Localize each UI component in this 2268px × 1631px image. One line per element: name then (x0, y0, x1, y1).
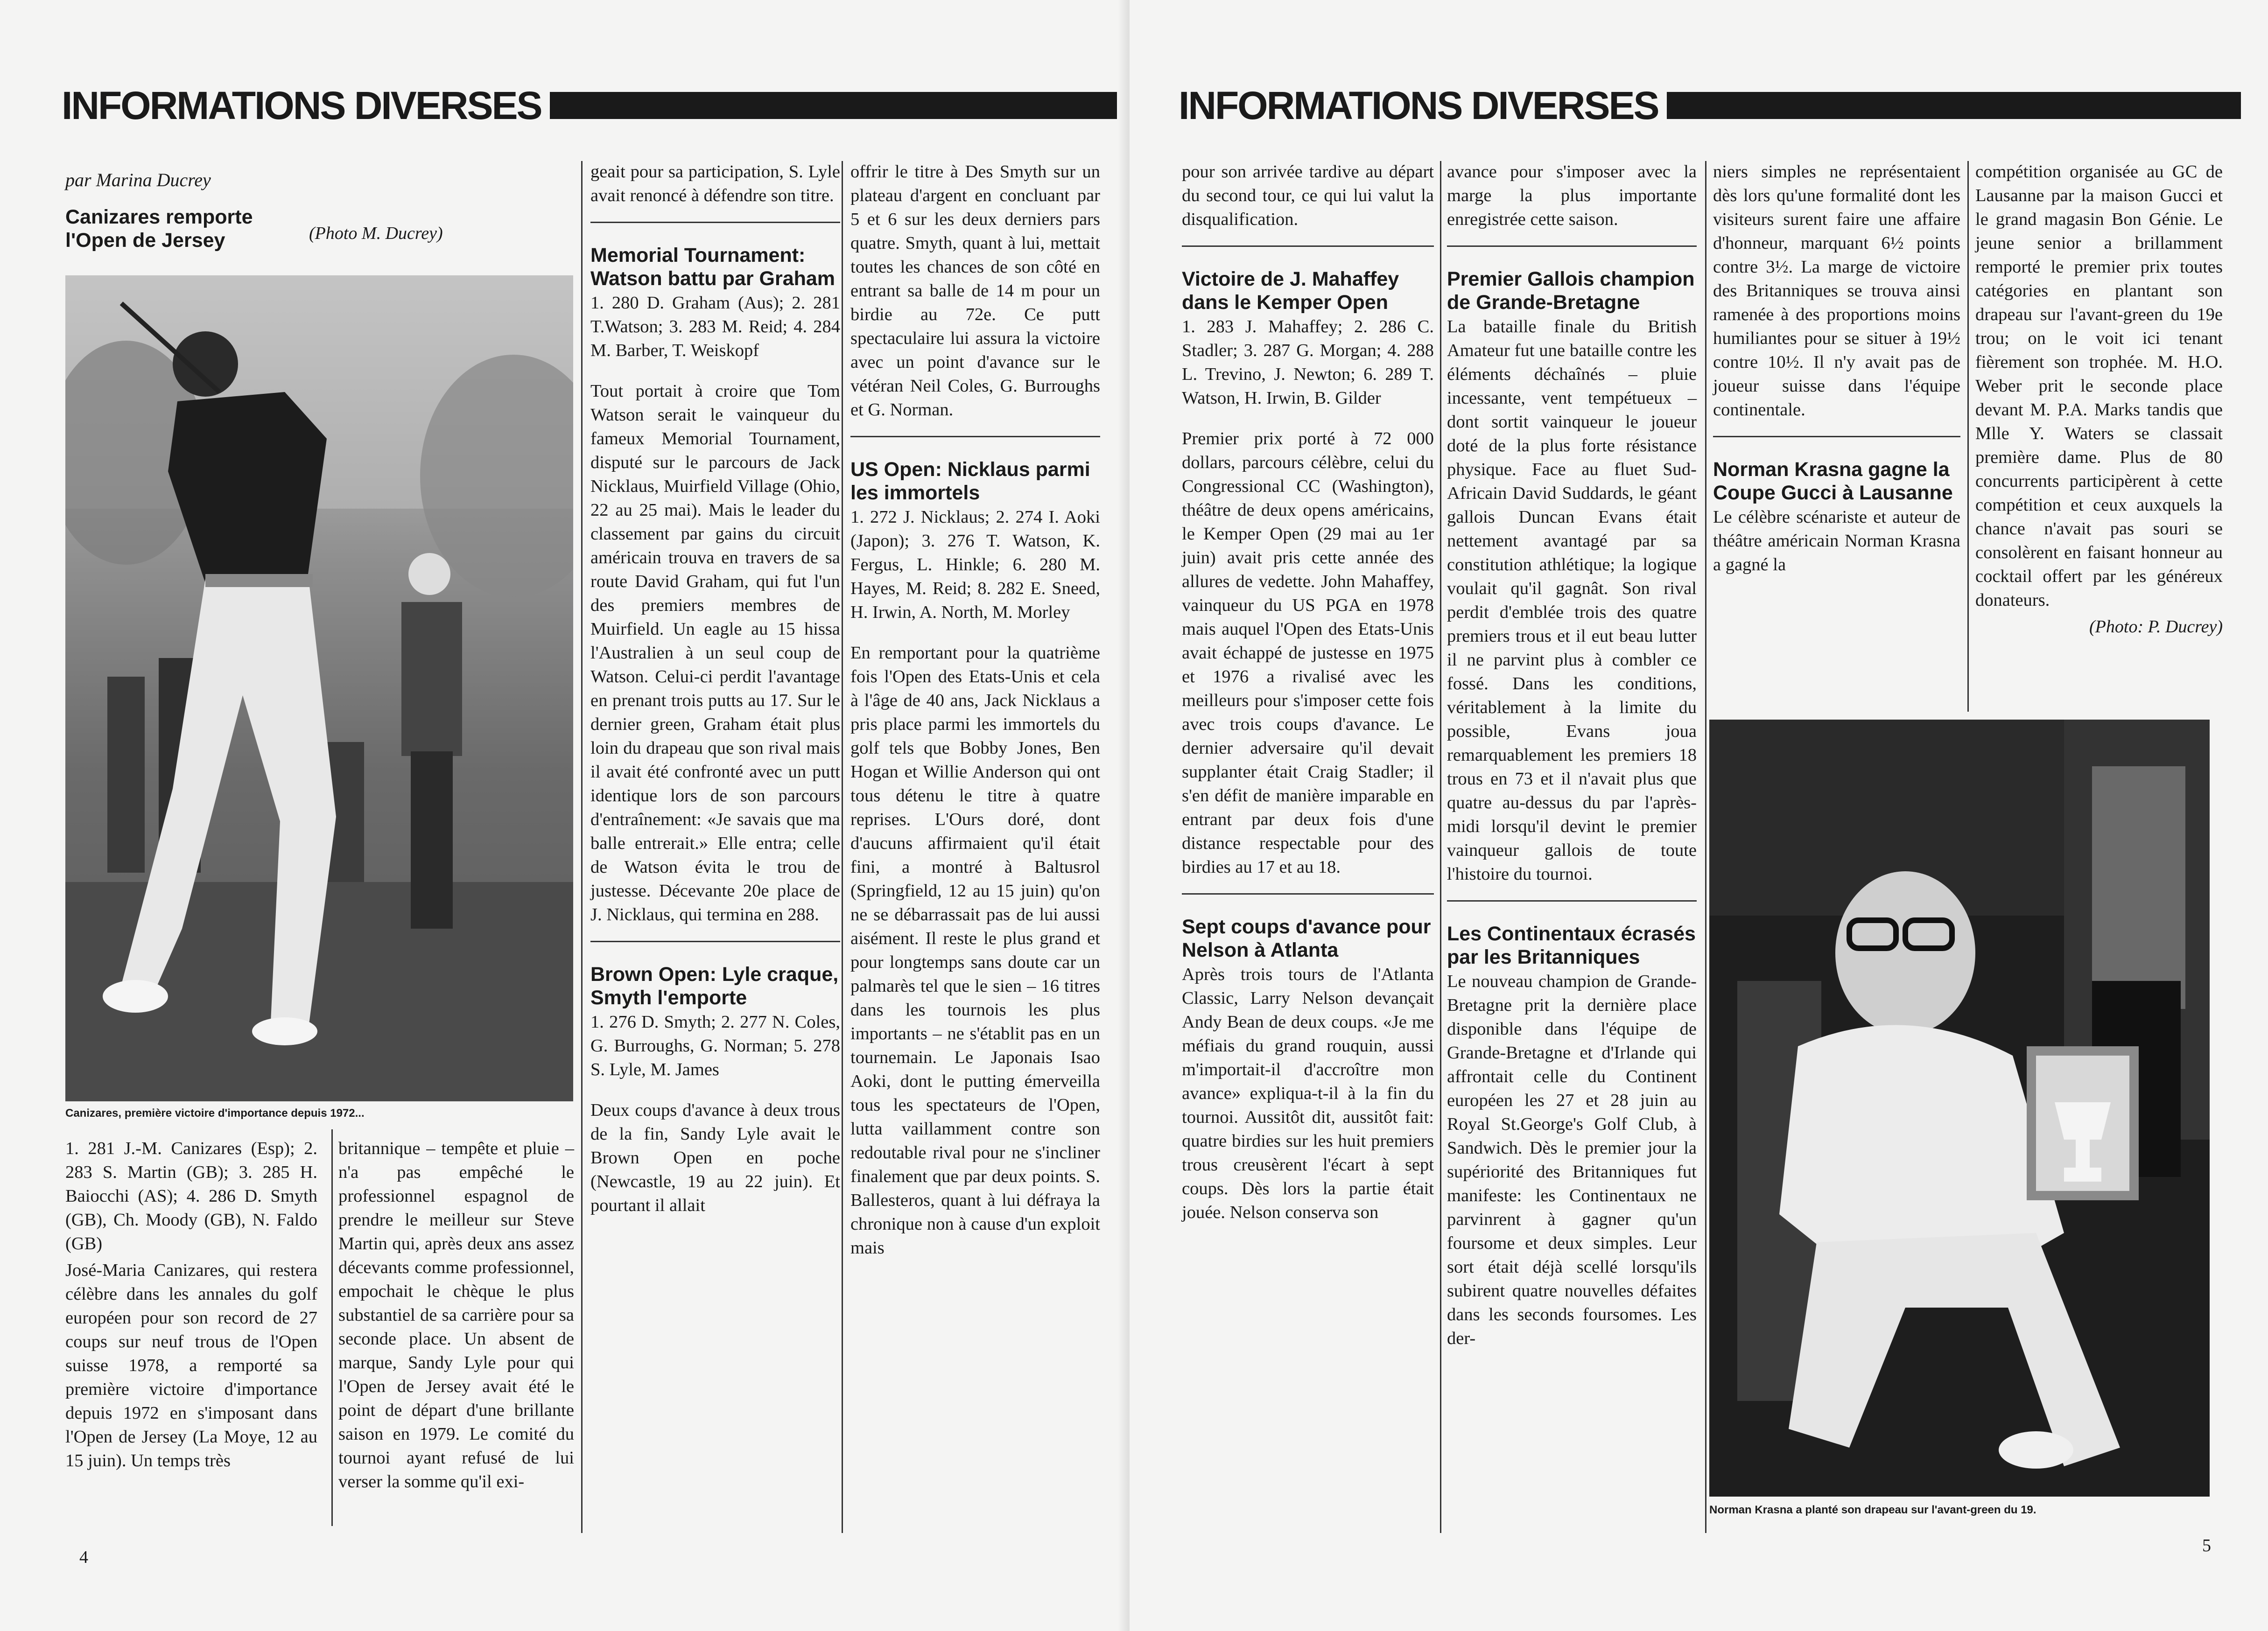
headline-brown-open: Brown Open: Lyle craque, Smyth l'emporte (590, 963, 839, 1009)
column-divider (842, 161, 843, 1533)
section-header (1179, 83, 2241, 127)
headline-premier-gallois: Premier Gallois champion de Grande-Bretagne (1447, 268, 1695, 314)
results-us-open: 1. 272 J. Nicklaus; 2. 274 I. Aoki (Japon); 3. 276 T. Watson, K. Fergus, L. Hinkle; 6. 280 M. Hayes, M. Reid; 8. 282 E. Sneed, H. Irwin, A. North, M. Morley (850, 507, 1100, 622)
column-divider (1705, 161, 1706, 1533)
photo-credit: (Photo M. Ducrey) (309, 224, 443, 243)
headline-canizares: Canizares remporte l'Open de Jersey (65, 206, 253, 252)
column-4 (850, 160, 1100, 1260)
article-nelson: Après trois tours de l'Atlanta Classic, Larry Nelson devançait Andy Bean de deux coups. «Je me méfiais du grand rouquin, aussi m'importait-il d'accroître mon avance» expliqua-t-il à la fin du tournoi. Aussitôt dit, aussitôt fait: quatre birdies sur les huit premiers trous creusèrent l'écart à sept coups. Dès lors la partie était jouée. Nelson conserva son (1182, 965, 1434, 1222)
header-bar (550, 92, 1117, 119)
section-title: INFORMATIONS DIVERSES (1179, 83, 1658, 127)
headline-nelson: Sept coups d'avance pour Nelson à Atlanta (1182, 916, 1431, 961)
article-divider (1182, 893, 1434, 895)
article-divider (850, 436, 1100, 437)
column-1 (1182, 160, 1434, 1225)
article-divider (590, 941, 840, 942)
article-krasna-end: compétition organisée au GC de Lausanne par la maison Gucci et le grand magasin Bon Génie. Le jeune senior a brillamment remporté le premier prix toutes catégories en plantant son drapeau sur l'avant-green du 19e trou; on le voit ici tenant fièrement son trophée. M. H.O. Weber prit le seconde place devant M. P.A. Marks tandis que Mlle Y. Waters se classait première dame. Plus de 80 concurrents participèrent à cette compétition et ceux auxquels la chance n'avait pas souri se consolèrent en faisant honneur au cocktail offert par les généreux donateurs. (1975, 162, 2223, 610)
page-number: 4 (79, 1547, 88, 1567)
page-number: 5 (2202, 1536, 2211, 1555)
column-1 (65, 1137, 317, 1473)
golfer-swing-photo (65, 275, 573, 1101)
article-memorial: Tout portait à croire que Tom Watson serait le vainqueur du fameux Memorial Tournament, disputé sur le parcours de Jack Nicklaus, Muirfield Village (Ohio, 22 au 25 mai). Mais le leader du classement par gains du circuit américain trouva en travers de sa route David Graham, qui fut l'un des premiers membres de Muirfield. Un eagle au 15 hissa l'Australien à un seul coup de Watson. Celui-ci perdit l'avantage en prenant trois putts au 17. Sur le dernier green, Graham était plus loin du drapeau que son rival mais il avait été confronté avec un putt identique lors de son parcours d'entraînement: «Je savais que ma balle entrerait.» Elle entra; celle de Watson évita le trou de justesse. Décevante 20e place de J. Nicklaus, qui termina en 288. (590, 381, 840, 924)
column-divider (581, 161, 583, 1533)
header-bar (1667, 92, 2241, 119)
article-brown-open-end: offrir le titre à Des Smyth sur un plateau d'argent en concluant par 5 et 6 sur les deux derniers pars quatre. Smyth, quant à lui, mettait toutes les chances de son côté en entrant sa balle de 14 m pour un birdie au 72e. Ce putt spectaculaire lui assura la victoire avec un point d'avance sur le vétéran Neil Coles, G. Burroughs et G. Norman. (850, 162, 1100, 420)
column-3 (590, 160, 840, 1218)
article-us-open-end: pour son arrivée tardive au départ du second tour, ce qui lui valut la disqualification. (1182, 162, 1434, 229)
photo-caption: Canizares, première victoire d'importance depuis 1972... (65, 1107, 365, 1120)
photo-caption: Norman Krasna a planté son drapeau sur l'avant-green du 19. (1709, 1504, 2036, 1516)
column-divider (1967, 161, 1969, 712)
results-kemper-open: 1. 283 J. Mahaffey; 2. 286 C. Stadler; 3. 287 G. Morgan; 4. 288 L. Trevino, J. Newton; 6. 289 T. Watson, H. Irwin, B. Gilder (1182, 317, 1434, 408)
column-2 (1447, 160, 1697, 1351)
column-divider (1440, 161, 1441, 1533)
article-canizares-end: geait pour sa participation, S. Lyle avait renoncé à défendre son titre. (590, 162, 840, 205)
article-krasna: Le célèbre scénariste et auteur de théâtre américain Norman Krasna a gagné la (1713, 507, 1960, 574)
krasna-trophy-photo (1709, 720, 2210, 1497)
article-divider (590, 222, 840, 223)
column-3 (1713, 160, 1960, 577)
headline-memorial: Memorial Tournament: Watson battu par Graham (590, 244, 836, 290)
column-divider (331, 1129, 333, 1526)
article-continentaux: Le nouveau champion de Grande-Bretagne prit la dernière place disponible dans l'équipe de Grande-Bretagne et d'Irlande qui affrontait celle du Continent européen les 27 et 28 juin au Royal St.George's Golf Club, à Sandwich. Dès le premier jour la supériorité des Britanniques fut manifeste: les Continentaux ne parvinrent à gagner qu'un foursome et deux simples. Leur sort était déjà scellé lorsqu'ils subirent quatre nouvelles défaites dans les seconds foursomes. Les der- (1447, 972, 1697, 1348)
article-divider (1447, 900, 1697, 902)
article-divider (1447, 245, 1697, 247)
column-4 (1975, 160, 2223, 639)
column-2 (338, 1137, 574, 1494)
article-divider (1182, 245, 1434, 247)
article-brown-open: Deux coups d'avance à deux trous de la fin, Sandy Lyle avait le Brown Open en poche (Newcastle, 19 au 22 juin). Et pourtant il allait (590, 1100, 840, 1215)
section-title: INFORMATIONS DIVERSES (62, 83, 541, 127)
headline-continentaux: Les Continentaux écrasés par les Britanniques (1447, 923, 1696, 968)
right-page (1130, 0, 2268, 1631)
section-header (62, 83, 1117, 127)
article-continentaux-end: niers simples ne représentaient dès lors qu'une formalité dont les visiteurs surent faire une affaire d'honneur, marquant 6½ points contre 3½. La marge de victoire des Britanniques se trouva ainsi ramenée à des proportions moins humiliantes pour se situer à 19½ contre 10½. Il n'y avait pas de joueur suisse dans l'équipe continentale. (1713, 162, 1960, 420)
article-canizares-p1: José-Maria Canizares, qui restera célèbre dans les annales du golf européen pour son record de 27 coups sur neuf trous de l'Open suisse 1978, a remporté sa première victoire d'importance depuis 1972 en s'imposant dans l'Open de Jersey (La Moye, 12 au 15 juin). Un temps très (65, 1260, 317, 1470)
headline-us-open: US Open: Nicklaus parmi les immortels (850, 458, 1090, 504)
article-canizares-p2: britannique – tempête et pluie – n'a pas empêché le professionnel espagnol de prendre le meilleur sur Steve Martin qui, après deux ans assez décevants comme professionnel, empochait le chèque le plus substantiel de sa carrière pour sa seconde place. Un absent de marque, Sandy Lyle pour qui l'Open de Jersey avait été le point de départ d'une brillante saison en 1979. Le comité du tournoi ayant refusé de lui verser la somme qu'il exi- (338, 1139, 574, 1491)
headline-kemper-open: Victoire de J. Mahaffey dans le Kemper Open (1182, 268, 1399, 314)
results-canizares: 1. 281 J.-M. Canizares (Esp); 2. 283 S. Martin (GB); 3. 285 H. Baiocchi (AS); 4. 286 D. Smyth (GB), Ch. Moody (GB), N. Faldo (GB) (65, 1139, 317, 1253)
article-premier-gallois: La bataille finale du British Amateur fut une bataille contre les éléments déchaînés – pluie incessante, vent tempétueux – dont sortit vainqueur le joueur doté de la plus forte résistance physique. Face au fluet Sud-Africain David Suddards, le géant gallois Duncan Evans était nettement avantagé par sa constitution athlétique; la logique voulait qu'il gagnât. Son rival perdit d'emblée trois des quatre premiers trous et il eut beau lutter il ne parvint plus à combler ce fossé. Dans les conditions, véritablement à la limite du possible, Evans joua remarquablement les premiers 18 trous en 73 et il n'avait plus que quatre au-dessus du par l'après-midi lorsqu'il devint le premier vainqueur gallois de toute l'histoire du tournoi. (1447, 317, 1697, 884)
results-brown-open: 1. 276 D. Smyth; 2. 277 N. Coles, G. Burroughs, G. Norman; 5. 278 S. Lyle, M. James (590, 1012, 840, 1079)
byline: par Marina Ducrey (65, 169, 211, 190)
article-kemper-open: Premier prix porté à 72 000 dollars, parcours célèbre, celui du Congressional CC (Washington), théâtre de deux opens américains, le Kemper Open (29 mai au 1er juin) avait pris cette année des allures de vedette. John Mahaffey, vainqueur du US PGA en 1978 mais auquel l'Open des Etats-Unis avait échappé de justesse en 1975 et 1976 a rivalisé avec les meilleurs pour s'imposer cette fois avec trois coups d'avance. Le dernier adversaire qu'il devait supplanter était Craig Stadler; il s'en défit de manière imparable en entrant par deux fois d'une distance respectable pour des birdies au 17 et au 18. (1182, 429, 1434, 877)
headline-krasna: Norman Krasna gagne la Coupe Gucci à Lausanne (1713, 458, 1953, 504)
article-divider (1713, 436, 1960, 437)
article-us-open: En remportant pour la quatrième fois l'Open des Etats-Unis et cela à l'âge de 40 ans, Jack Nicklaus a pris place parmi les immortels du golf tels que Bobby Jones, Ben Hogan et Willie Anderson qui ont tous détenu le titre à quatre reprises. L'Ours doré, dont d'aucuns affirmaient qu'il était fini, a montré à Baltusrol (Springfield, 12 au 15 juin) qu'on ne se débarrassait pas de lui aussi aisément. Il reste le plus grand et pour longtemps sans doute car un palmarès tel que le sien – 16 titres dans les tournois les plus importants – ne s'établit pas en un tournemain. Le Japonais Isao Aoki, dont le putting émerveilla tous les spectateurs de l'Open, lutta vaillamment contre son redoutable rival pour ne s'incliner finalement que par deux points. S. Ballesteros, quant à lui défraya la chronique non à cause d'un exploit mais (850, 643, 1100, 1258)
results-memorial: 1. 280 D. Graham (Aus); 2. 281 T.Watson; 3. 283 M. Reid; 4. 284 M. Barber, T. Weiskopf (590, 293, 840, 360)
left-page (0, 0, 1130, 1631)
article-nelson-end: avance pour s'imposer avec la marge la plus importante enregistrée cette saison. (1447, 162, 1697, 229)
photo-credit: (Photo: P. Ducrey) (2089, 617, 2223, 637)
